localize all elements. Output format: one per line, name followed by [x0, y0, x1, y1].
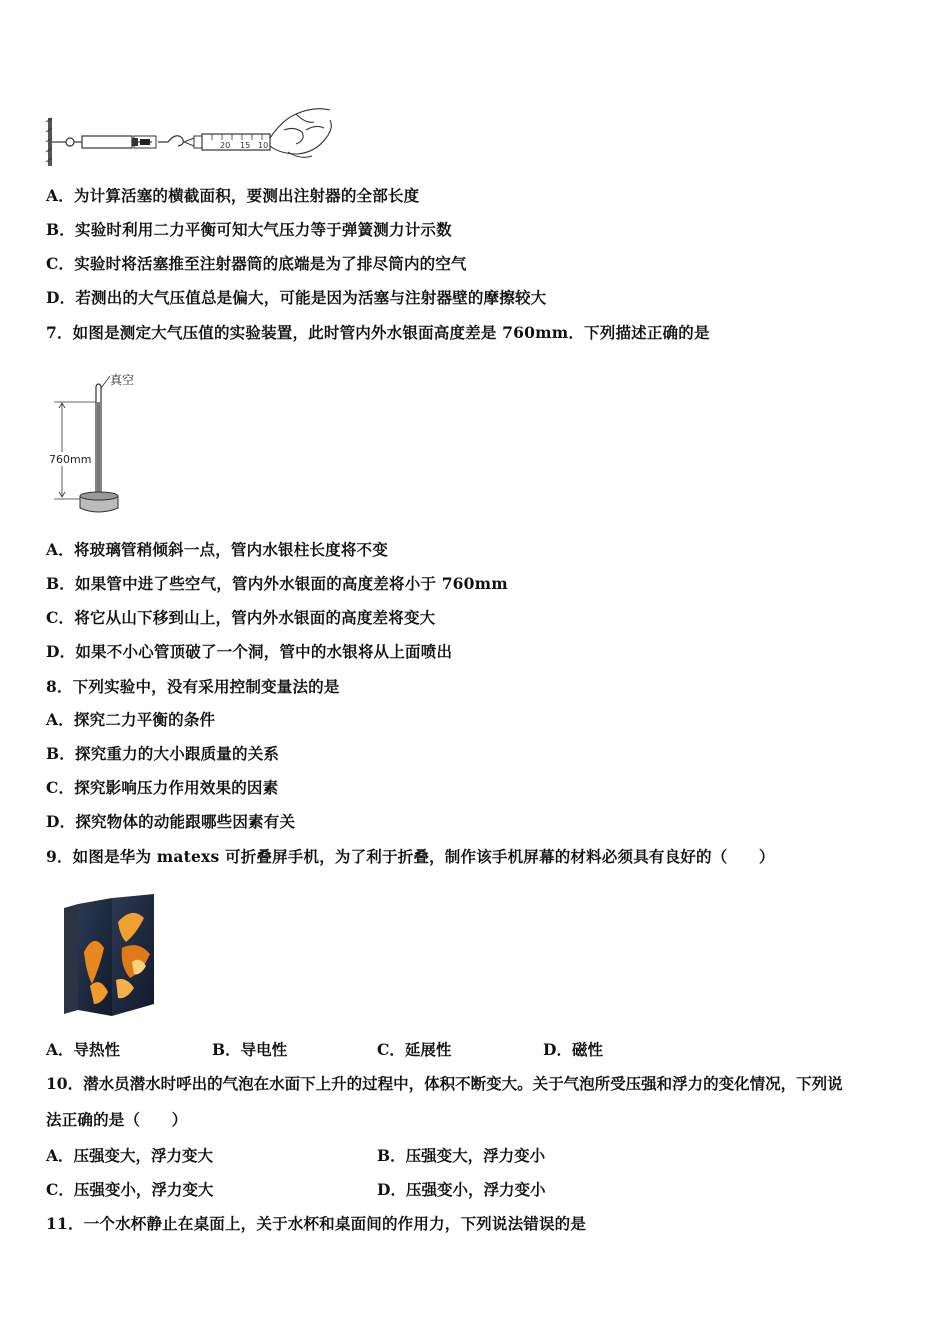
syringe-scale-label-10: 10 — [258, 141, 269, 150]
q6-option-b: B．实验时利用二力平衡可知大气压力等于弹簧测力计示数 — [46, 220, 452, 239]
q10-stem-line2: 法正确的是（ ） — [46, 1110, 188, 1129]
q8-option-d: D．探究物体的动能跟哪些因素有关 — [46, 812, 296, 831]
q6-option-a: A．为计算活塞的横截面积，要测出注射器的全部长度 — [46, 186, 420, 205]
q10-option-d: D．压强变小，浮力变小 — [377, 1180, 546, 1199]
syringe-scale-label-20: 20 — [220, 141, 231, 150]
vacuum-label: 真空 — [110, 373, 135, 387]
q11-stem: 11．一个水杯静止在桌面上，关于水杯和桌面间的作用力，下列说法错误的是 — [46, 1214, 587, 1233]
q10-stem-line1: 10．潜水员潜水时呼出的气泡在水面下上升的过程中，体积不断变大。关于气泡所受压强和浮力的变化情况，下列说 — [46, 1074, 843, 1093]
q9-option-d: D．磁性 — [543, 1040, 603, 1059]
q8-stem: 8．下列实验中，没有采用控制变量法的是 — [46, 677, 340, 696]
q7-option-b: B．如果管中进了些空气，管内外水银面的高度差将小于 760mm — [46, 574, 508, 593]
q8-option-c: C．探究影响压力作用效果的因素 — [46, 778, 279, 797]
q7-stem: 7．如图是测定大气压值的实验装置，此时管内外水银面高度差是 760mm．下列描述正确的是 — [46, 323, 710, 342]
height-label: 760mm — [49, 453, 92, 466]
syringe-scale-label-15: 15 — [240, 141, 251, 150]
q10-option-c: C．压强变小，浮力变大 — [46, 1180, 214, 1199]
q10-option-b: B．压强变大，浮力变小 — [377, 1146, 546, 1165]
q8-option-b: B．探究重力的大小跟质量的关系 — [46, 744, 280, 763]
q7-option-a: A．将玻璃管稍倾斜一点，管内水银柱长度将不变 — [46, 540, 388, 559]
barometer-figure — [44, 368, 154, 520]
q10-option-a: A．压强变大，浮力变大 — [46, 1146, 214, 1165]
q6-option-d: D．若测出的大气压值总是偏大，可能是因为活塞与注射器壁的摩擦较大 — [46, 288, 547, 307]
q7-option-c: C．将它从山下移到山上，管内外水银面的高度差将变大 — [46, 608, 436, 627]
q9-option-b: B．导电性 — [212, 1040, 288, 1059]
syringe-experiment-figure — [44, 100, 344, 170]
q7-option-d: D．如果不小心管顶破了一个洞，管中的水银将从上面喷出 — [46, 642, 453, 661]
q9-stem: 9．如图是华为 matexs 可折叠屏手机，为了利于折叠，制作该手机屏幕的材料必须具有良好的（ ） — [46, 847, 775, 866]
foldable-phone-figure — [60, 892, 160, 1020]
q9-option-c: C．延展性 — [377, 1040, 452, 1059]
q8-option-a: A．探究二力平衡的条件 — [46, 710, 216, 729]
q6-option-c: C．实验时将活塞推至注射器筒的底端是为了排尽筒内的空气 — [46, 254, 467, 273]
q9-option-a: A．导热性 — [46, 1040, 121, 1059]
